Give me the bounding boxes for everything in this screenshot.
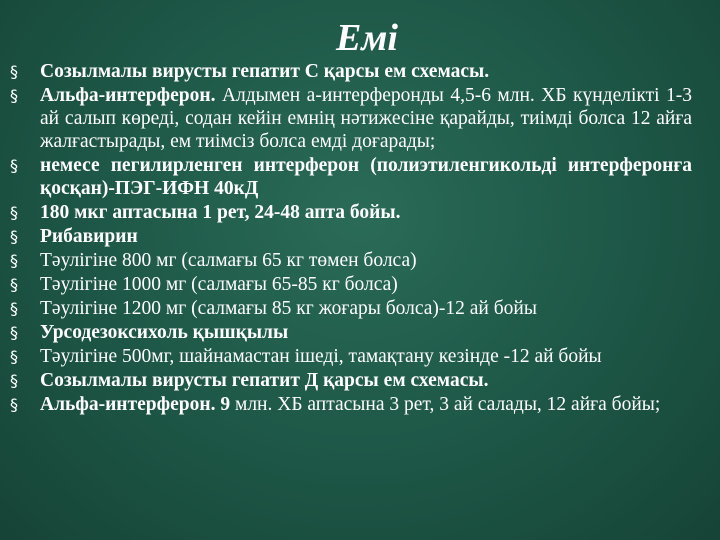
item-text: млн. ХБ аптасына 3 рет, 3 ай салады, 12 айға бойы;: [230, 394, 661, 415]
section-bullet-icon: §: [10, 371, 18, 390]
section-bullet-icon: §: [10, 395, 18, 414]
list-item: [0, 84, 720, 153]
list-item: [0, 345, 720, 368]
section-bullet-icon: §: [10, 203, 18, 222]
item-bold-text: 180 мкг аптасына 1 рет, 24-48 апта бойы.: [40, 202, 401, 223]
item-text: Тәулігіне 500мг, шайнамастан ішеді, тамақтану кезінде -12 ай бойы: [40, 346, 602, 367]
list-item: [0, 225, 720, 248]
item-bold-text: Альфа-интерферон.: [40, 85, 216, 106]
section-bullet-icon: §: [10, 323, 18, 342]
item-bold-text: Урсодезоксихоль қышқылы: [40, 322, 289, 343]
list-item: [0, 60, 720, 83]
slide-title: Емі: [336, 17, 398, 59]
item-text: Алдымен а-интерферонды 4,5-6 млн. ХБ күнделікті 1-3 ай салып көреді, содан кейін емнің нәтижесіне қарайды, тиімді болса 12 айға жалғастырады, ем тиімсіз болса емді доғарады;: [40, 85, 692, 152]
section-bullet-icon: §: [10, 251, 18, 270]
section-bullet-icon: §: [10, 275, 18, 294]
item-text: Тәулігіне 1000 мг (салмағы 65-85 кг болса): [40, 274, 398, 295]
list-item: [0, 201, 720, 224]
item-bold-text: Созылмалы вирусты гепатит С қарсы ем схемасы.: [40, 61, 490, 82]
section-bullet-icon: §: [10, 227, 18, 246]
item-text: Тәулігіне 1200 мг (салмағы 85 кг жоғары болса)-12 ай бойы: [40, 298, 537, 319]
item-bold-text: Рибавирин: [40, 226, 138, 247]
list-item: [0, 249, 720, 272]
list-item: [0, 297, 720, 320]
bullet-list: [0, 60, 720, 417]
list-item: [0, 154, 720, 200]
list-item: [0, 321, 720, 344]
item-bold-text: Созылмалы вирусты гепатит Д қарсы ем схемасы.: [40, 370, 489, 391]
list-item: [0, 273, 720, 296]
section-bullet-icon: §: [10, 347, 18, 366]
section-bullet-icon: §: [10, 299, 18, 318]
list-item: [0, 393, 720, 416]
section-bullet-icon: §: [10, 156, 18, 175]
section-bullet-icon: §: [10, 86, 18, 105]
item-text: Тәулігіне 800 мг (салмағы 65 кг төмен болса): [40, 250, 417, 271]
item-bold-text: Альфа-интерферон. 9: [40, 394, 231, 415]
list-item: [0, 369, 720, 392]
item-bold-text: немесе пегилирленген интерферон (полиэтиленгикольді интерферонға қосқан)-ПЭГ-ИФН 40кД: [40, 155, 692, 199]
section-bullet-icon: §: [10, 62, 18, 81]
